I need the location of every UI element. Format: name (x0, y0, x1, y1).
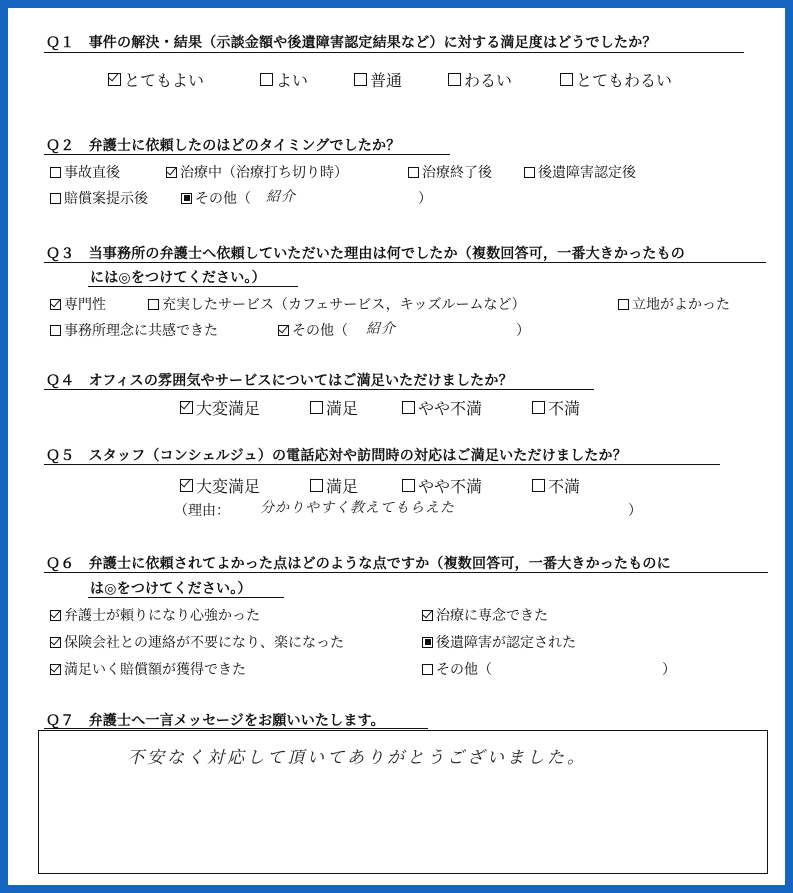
q2-option-after-certification[interactable]: 後遺障害認定後 (524, 162, 636, 182)
message-handwritten: 不安なく対応して頂いてありがとうございました。 (127, 748, 587, 768)
q2-option-during-treatment[interactable]: 治療中（治療打ち切り時） (166, 162, 348, 182)
q3-close-paren: ） (516, 323, 530, 339)
q6-option-other[interactable]: その他（ (422, 659, 492, 679)
q6-title-line1: Ｑ６ 弁護士に依頼されてよかった点はどのような点ですか（複数回答可，一番大きかったものに (46, 556, 671, 572)
q1-option-bad[interactable]: わるい (448, 68, 512, 91)
q4-option-slightly-unsatisfied[interactable]: やや不満 (402, 396, 482, 419)
q4-underline (44, 389, 594, 390)
checkbox-icon[interactable] (402, 479, 415, 492)
q3-underline-2 (88, 286, 298, 287)
q2-other-handwritten: 紹介 (266, 189, 296, 205)
checkbox-icon[interactable] (50, 325, 61, 336)
checkbox-checked-icon[interactable] (50, 610, 61, 621)
q6-close-paren: ） (662, 662, 676, 678)
q5-close-paren: ） (628, 503, 642, 519)
q4-option-unsatisfied[interactable]: 不満 (532, 396, 580, 419)
q5-option-slightly-unsatisfied[interactable]: やや不満 (402, 474, 482, 497)
q6-option-no-insurer-contact[interactable]: 保険会社との連絡が不要になり、楽になった (50, 632, 344, 652)
q6-option-compensation[interactable]: 満足いく賠償額が獲得できた (50, 659, 246, 679)
q7-title: Ｑ７ 弁護士へ一言メッセージをお願いいたします。 (46, 713, 385, 729)
q5-option-very-satisfied[interactable]: 大変満足 (180, 474, 260, 497)
q3-option-philosophy[interactable]: 事務所理念に共感できた (50, 320, 218, 340)
q3-option-other[interactable]: その他（ (278, 320, 348, 340)
q2-option-after-treatment[interactable]: 治療終了後 (408, 162, 492, 182)
q6-title-line2: は◎をつけてください。） (90, 581, 252, 597)
checkbox-icon[interactable] (532, 479, 545, 492)
q1-title: Ｑ１ 事件の解決・結果（示談金額や後遺障害認定結果など）に対する満足度はどうでしたか？ (46, 35, 657, 51)
q6-option-reliable[interactable]: 弁護士が頼りになり心強かった (50, 605, 260, 625)
q4-option-satisfied[interactable]: 満足 (310, 396, 358, 419)
q7-underline (44, 728, 428, 729)
q5-reason-handwritten: 分かりやすく教えてもらえた (260, 500, 455, 516)
checkbox-icon[interactable] (408, 167, 419, 178)
checkbox-icon[interactable] (524, 167, 535, 178)
q1-option-average[interactable]: 普通 (354, 68, 402, 91)
checkbox-icon[interactable] (422, 664, 433, 675)
checkbox-icon[interactable] (148, 299, 159, 310)
q3-option-expertise[interactable]: 専門性 (50, 294, 106, 314)
q1-underline (44, 52, 744, 53)
q5-reason-label: （理由： (174, 503, 230, 519)
checkbox-icon[interactable] (402, 401, 415, 414)
q1-option-very-good[interactable]: とてもよい (108, 68, 204, 91)
q6-underline-1 (44, 572, 768, 573)
checkbox-icon[interactable] (310, 401, 323, 414)
checkbox-icon[interactable] (618, 299, 629, 310)
q3-title-line1: Ｑ３ 当事務所の弁護士へ依頼していただいた理由は何でしたか（複数回答可，一番大きかったもの (46, 246, 685, 262)
checkbox-icon[interactable] (50, 193, 61, 204)
q1-option-good[interactable]: よい (260, 68, 308, 91)
checkbox-icon[interactable] (50, 167, 61, 178)
checkbox-checked-icon[interactable] (108, 73, 121, 86)
q5-option-unsatisfied[interactable]: 不満 (532, 474, 580, 497)
checkbox-checked-icon[interactable] (166, 167, 177, 178)
checkbox-icon[interactable] (532, 401, 545, 414)
q6-option-focus-treatment[interactable]: 治療に専念できた (422, 605, 548, 625)
checkbox-icon[interactable] (354, 73, 367, 86)
q5-title: Ｑ５ スタッフ（コンシェルジュ）の電話応対や訪問時の対応はご満足いただけましたか？ (46, 448, 627, 464)
checkbox-checked-icon[interactable] (50, 664, 61, 675)
checkbox-icon[interactable] (560, 73, 573, 86)
q5-option-satisfied[interactable]: 満足 (310, 474, 358, 497)
q2-option-right-after[interactable]: 事故直後 (50, 162, 120, 182)
q2-title: Ｑ２ 弁護士に依頼したのはどのタイミングでしたか？ (46, 138, 401, 154)
q2-option-other[interactable]: その他（ (181, 188, 251, 208)
q3-underline-1 (44, 262, 766, 263)
q2-underline (44, 154, 450, 155)
q1-option-very-bad[interactable]: とてもわるい (560, 68, 672, 91)
q3-title-line2: には◎をつけてください。） (90, 270, 266, 286)
checkbox-icon[interactable] (448, 73, 461, 86)
q3-option-services[interactable]: 充実したサービス（カフェサービス，キッズルームなど） (148, 294, 525, 314)
checkbox-checked-icon[interactable] (50, 299, 61, 310)
q4-option-very-satisfied[interactable]: 大変満足 (180, 396, 260, 419)
q6-underline-2 (88, 597, 284, 598)
q3-option-location[interactable]: 立地がよかった (618, 294, 730, 314)
checkbox-icon[interactable] (310, 479, 323, 492)
q4-title: Ｑ４ オフィスの雰囲気やサービスについてはご満足いただけましたか？ (46, 373, 513, 389)
checkbox-double-circle-icon[interactable] (422, 637, 433, 648)
checkbox-checked-icon[interactable] (422, 610, 433, 621)
q2-close-paren: ） (418, 191, 432, 207)
message-box[interactable] (38, 730, 768, 874)
q3-other-handwritten: 紹介 (366, 321, 396, 337)
q5-underline (44, 464, 720, 465)
checkbox-checked-icon[interactable] (180, 479, 193, 492)
checkbox-checked-icon[interactable] (278, 325, 289, 336)
checkbox-checked-icon[interactable] (180, 401, 193, 414)
checkbox-filled-icon[interactable] (181, 193, 192, 204)
checkbox-checked-icon[interactable] (50, 637, 61, 648)
q2-option-after-offer[interactable]: 賠償案提示後 (50, 188, 148, 208)
checkbox-icon[interactable] (260, 73, 273, 86)
q6-option-certified[interactable]: 後遺障害が認定された (422, 632, 576, 652)
